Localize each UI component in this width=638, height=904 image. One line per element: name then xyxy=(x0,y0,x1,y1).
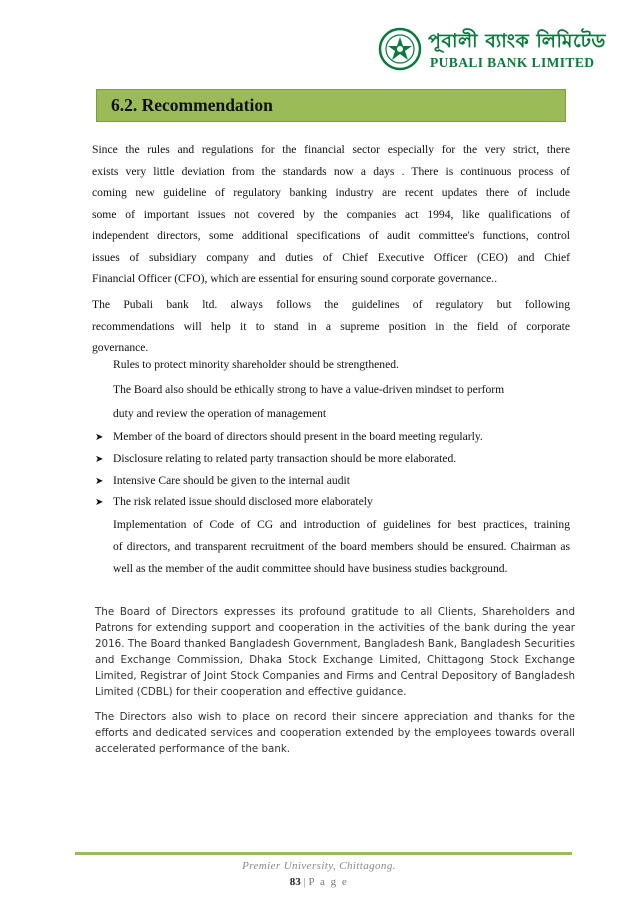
text-line: Financial Officer (CFO), which are essential for ensuring sound corporate governance.. xyxy=(92,272,498,285)
footer-rule xyxy=(75,852,572,855)
bullet-text: Disclosure relating to related party transaction should be more elaborated. xyxy=(113,452,457,465)
bullet-item xyxy=(95,430,483,443)
text-line: issues of subsidiary company and duties of Chief Executive Officer (CEO) and Chief xyxy=(92,250,570,264)
section-heading: 6.2. Recommendation xyxy=(111,95,273,115)
text-line: independent directors, some additional specifications of audit committee's functions, control xyxy=(92,229,570,242)
excerpt-paragraph-appreciation: The Directors also wish to place on record their sincere appreciation and thanks for the efforts and dedicated services and cooperation extended by the employees towards overall accelerated performance of the bank. xyxy=(95,711,575,756)
bullet-text: Intensive Care should be given to the internal audit xyxy=(113,474,350,487)
arrow-bullet-icon: ➤ xyxy=(95,432,104,443)
text-line: Since the rules and regulations for the financial sector especially for the very strict, there xyxy=(92,143,570,156)
text-line: governance. xyxy=(92,341,149,354)
text-line: background. xyxy=(449,562,508,575)
paragraph-pubali xyxy=(92,294,570,359)
text-line: Implementation of Code of CG and introduction of guidelines for best practices, training xyxy=(113,518,570,531)
arrow-bullet-icon: ➤ xyxy=(95,476,104,487)
bullet-item xyxy=(95,452,456,465)
bank-emblem-icon xyxy=(378,27,422,71)
text-line: The Pubali bank ltd. always follows the guidelines of regulatory but following xyxy=(92,298,570,311)
bullet-text: Member of the board of directors should present in the board meeting regularly. xyxy=(113,430,483,443)
paragraph-implementation xyxy=(113,514,570,580)
recommendation-line: duty and review the operation of management xyxy=(113,407,327,420)
text-line: of directors, and transparent recruitment of the board members should be ensured. xyxy=(113,540,507,553)
bank-name-bangla: পূবালী ব্যাংক লিমিটেড xyxy=(428,30,606,52)
section-heading-box xyxy=(96,89,566,122)
text-line: some of important issues not covered by the companies act 1994, like qualifications of xyxy=(92,207,570,221)
footer-university: Premier University, Chittagong. xyxy=(242,860,396,872)
annual-report-excerpt xyxy=(95,605,575,768)
recommendation-line: The Board also should be ethically strong to have a value-driven mindset to perform xyxy=(113,383,505,396)
text-line: coming new guideline of regulatory banking industry are recent updates there of include xyxy=(92,186,570,199)
paragraph-regulations xyxy=(92,139,570,290)
arrow-bullet-icon: ➤ xyxy=(95,454,104,465)
arrow-bullet-icon: ➤ xyxy=(95,497,104,508)
excerpt-paragraph-gratitude: The Board of Directors expresses its profound gratitude to all Clients, Shareholders and Patrons for extending support and cooperation in the activities of the bank during the year 2016. The Board thanked Bangladesh Government, Bangladesh Bank, Bangladesh Securities and Exchange Commission, Dhaka Stock Exchange Limited, Chittagong Stock Exchange Limited, Registrar of Joint Stock Companies and Firms and Central Depository of Bangladesh Limited (CDBL) for their cooperation and effective guidance. xyxy=(95,606,575,698)
page-separator: | xyxy=(303,876,306,888)
bullet-item xyxy=(95,474,350,487)
bank-name-english: PUBALI BANK LIMITED xyxy=(430,55,595,70)
bullet-text: The risk related issue should disclosed more elaborately xyxy=(113,495,373,508)
recommendation-line: Rules to protect minority shareholder should be strengthened. xyxy=(113,358,399,371)
bank-logo xyxy=(378,25,606,77)
page-number: 83 xyxy=(289,876,301,888)
bullet-item xyxy=(95,495,373,508)
text-line: recommendations will help it to stand in a supreme position in the field of corporate xyxy=(92,319,570,333)
text-line: Chairman as well as the member of the audit committee should have business studies xyxy=(113,540,570,575)
text-line: exists very little deviation from the standards now a days . There is continuous process of xyxy=(92,164,570,178)
page-label: P a g e xyxy=(308,876,349,888)
footer-page-number xyxy=(0,876,638,888)
